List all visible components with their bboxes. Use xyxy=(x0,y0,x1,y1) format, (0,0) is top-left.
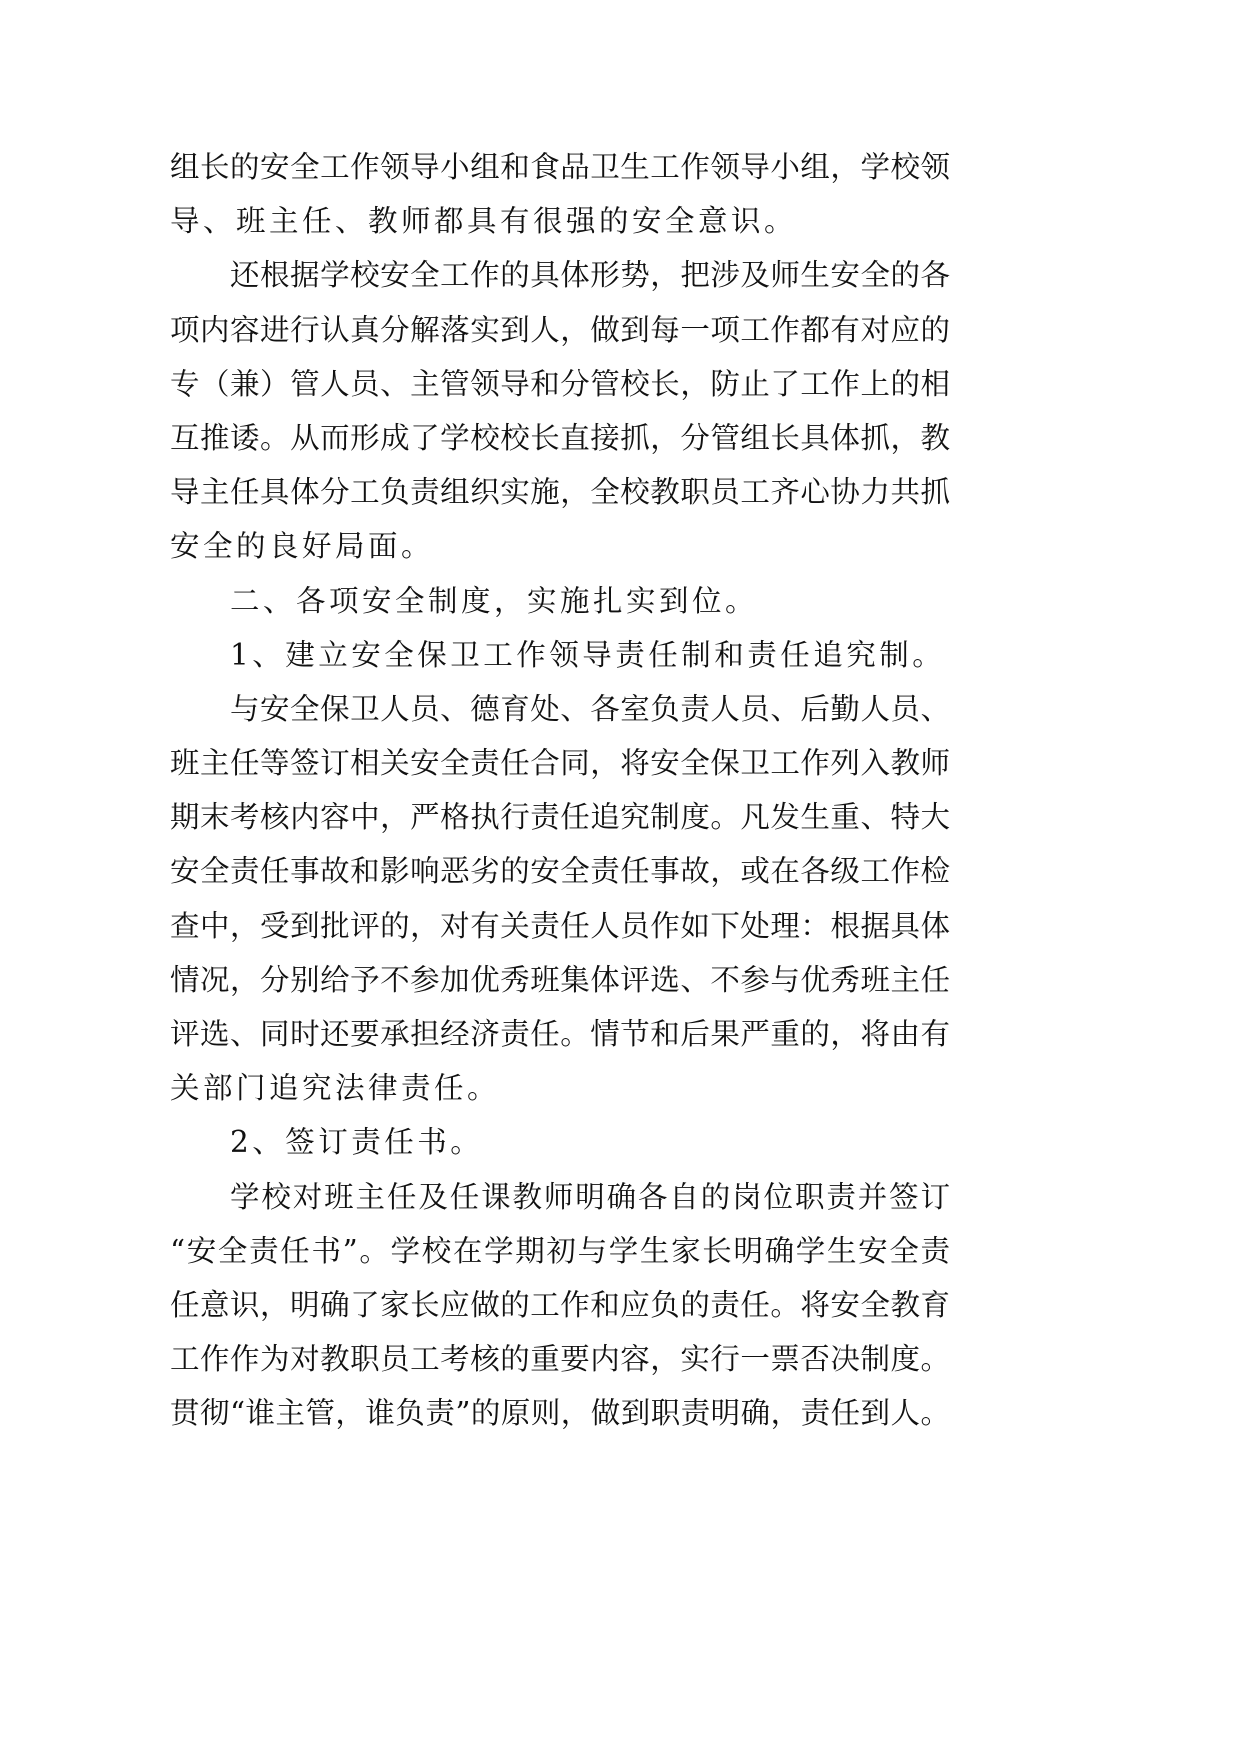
text-line: 班主任等签订相关安全责任合同，将安全保卫工作列入教师 xyxy=(170,746,950,781)
paragraph-start-line: 还根据学校安全工作的具体形势，把涉及师生安全的各 xyxy=(230,258,950,293)
text-line: 关部门追究法律责任。 xyxy=(170,1071,501,1106)
text-line: 评选、同时还要承担经济责任。情节和后果严重的，将由有 xyxy=(170,1017,950,1051)
text-line: “安全责任书”。学校在学期初与学生家长明确学生安全责 xyxy=(170,1233,950,1268)
paragraph-start-line: 与安全保卫人员、德育处、各室负责人员、后勤人员、 xyxy=(230,691,950,726)
subsection-heading: 1、建立安全保卫工作领导责任制和责任追究制。 xyxy=(230,637,946,672)
paragraph-start-line: 学校对班主任及任课教师明确各自的岗位职责并签订 xyxy=(230,1179,950,1214)
text-line: 专（兼）管人员、主管领导和分管校长，防止了工作上的相 xyxy=(170,366,950,401)
document-body xyxy=(170,140,950,1441)
text-line: 组长的安全工作领导小组和食品卫生工作领导小组，学校领 xyxy=(170,150,950,184)
text-line: 任意识，明确了家长应做的工作和应负的责任。将安全教育 xyxy=(170,1287,950,1322)
text-line: 贯彻“谁主管，谁负责”的原则，做到职责明确，责任到人。 xyxy=(170,1396,950,1431)
text-line: 安全的良好局面。 xyxy=(170,529,435,564)
subsection-heading: 2、签订责任书。 xyxy=(230,1125,484,1160)
text-line: 项内容进行认真分解落实到人，做到每一项工作都有对应的 xyxy=(170,312,950,347)
text-line: 期末考核内容中，严格执行责任追究制度。凡发生重、特大 xyxy=(170,800,950,835)
text-line: 互推诿。从而形成了学校校长直接抓，分管组长具体抓，教 xyxy=(170,420,950,455)
text-line: 导主任具体分工负责组织实施，全校教职员工齐心协力共抓 xyxy=(170,475,950,510)
text-line: 查中，受到批评的，对有关责任人员作如下处理：根据具体 xyxy=(170,908,950,943)
text-line: 导、班主任、教师都具有很强的安全意识。 xyxy=(170,204,798,239)
text-line: 安全责任事故和影响恶劣的安全责任事故，或在各级工作检 xyxy=(170,854,950,889)
section-heading: 二、各项安全制度，实施扎实到位。 xyxy=(230,583,759,618)
text-line: 情况，分别给予不参加优秀班集体评选、不参与优秀班主任 xyxy=(170,962,950,997)
text-line: 工作作为对教职员工考核的重要内容，实行一票否决制度。 xyxy=(170,1342,950,1377)
